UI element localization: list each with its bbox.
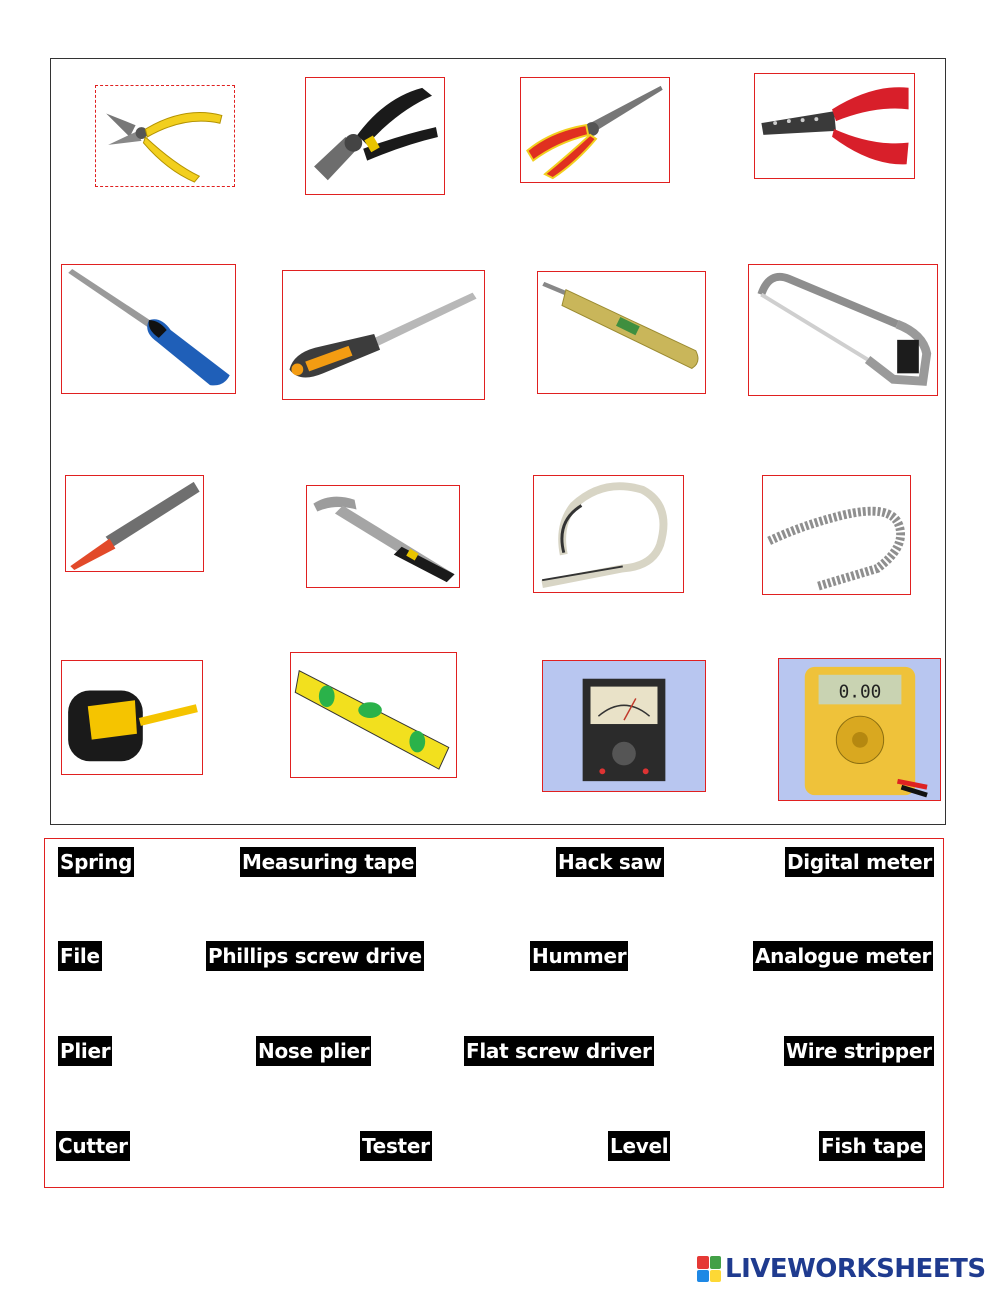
spring-image[interactable] (762, 475, 911, 595)
phillips-screwdriver-image[interactable] (282, 270, 485, 400)
word-flat-screw-driver[interactable]: Flat screw driver (464, 1036, 654, 1066)
word-fish-tape[interactable]: Fish tape (819, 1131, 925, 1161)
word-bank-panel (44, 838, 944, 1188)
liveworksheets-logo-icon (697, 1256, 721, 1282)
word-analogue-meter[interactable]: Analogue meter (753, 941, 933, 971)
combination-plier-icon (306, 78, 444, 194)
word-file[interactable]: File (58, 941, 102, 971)
word-measuring-tape[interactable]: Measuring tape (240, 847, 416, 877)
file-image[interactable] (65, 475, 204, 572)
bending-spring-icon (763, 476, 910, 594)
word-tester[interactable]: Tester (360, 1131, 432, 1161)
analogue-meter-image[interactable] (542, 660, 706, 792)
word-level[interactable]: Level (608, 1131, 670, 1161)
wire-stripper-icon (755, 74, 914, 178)
word-cutter[interactable]: Cutter (56, 1131, 130, 1161)
word-nose-plier[interactable]: Nose plier (256, 1036, 371, 1066)
hammer-image[interactable] (306, 485, 460, 588)
file-icon (66, 476, 203, 571)
plier-image[interactable] (305, 77, 445, 195)
cutter-image[interactable] (95, 85, 235, 187)
diagonal-cutter-icon (96, 86, 234, 186)
measuring-tape-image[interactable] (61, 660, 203, 775)
spirit-level-icon (291, 653, 456, 777)
measuring-tape-icon (62, 661, 202, 774)
flat-screwdriver-icon (62, 265, 235, 393)
hammer-icon (307, 486, 459, 587)
word-plier[interactable]: Plier (58, 1036, 112, 1066)
brand-name: LIVEWORKSHEETS (725, 1254, 986, 1284)
fish-tape-image[interactable] (533, 475, 684, 593)
digital-meter-readout: 0.00 (838, 682, 882, 703)
word-hack-saw[interactable]: Hack saw (556, 847, 664, 877)
word-phillips-screw-drive[interactable]: Phillips screw drive (206, 941, 424, 971)
word-spring[interactable]: Spring (58, 847, 134, 877)
nose-plier-icon (521, 78, 669, 182)
tester-image[interactable] (537, 271, 706, 394)
voltage-tester-icon (538, 272, 705, 393)
hacksaw-image[interactable] (748, 264, 938, 396)
flat-screwdriver-image[interactable] (61, 264, 236, 394)
nose-plier-image[interactable] (520, 77, 670, 183)
wire-stripper-image[interactable] (754, 73, 915, 179)
digital-meter-image[interactable] (778, 658, 941, 801)
liveworksheets-brand (697, 1254, 986, 1284)
level-image[interactable] (290, 652, 457, 778)
word-digital-meter[interactable]: Digital meter (785, 847, 934, 877)
analogue-meter-icon (543, 661, 705, 791)
word-wire-stripper[interactable]: Wire stripper (784, 1036, 934, 1066)
fish-tape-icon (534, 476, 683, 592)
word-hummer[interactable]: Hummer (530, 941, 628, 971)
hacksaw-icon (749, 265, 937, 395)
digital-meter-icon (779, 659, 940, 800)
phillips-screwdriver-icon (283, 271, 484, 399)
